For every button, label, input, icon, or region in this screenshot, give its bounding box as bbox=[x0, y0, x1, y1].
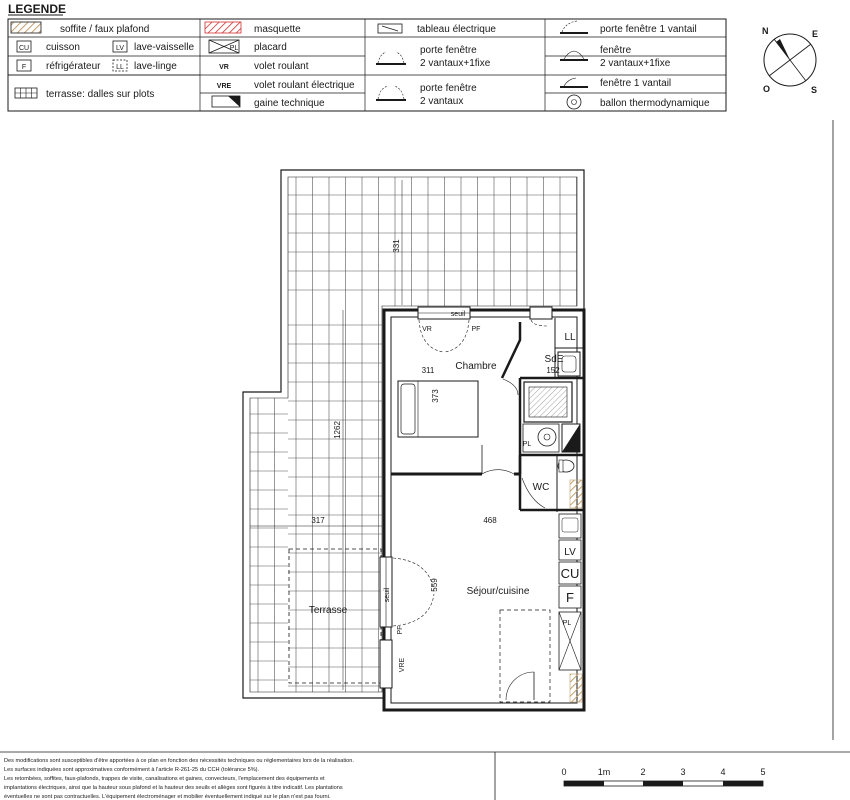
disclaimer-line2: Les surfaces indiquées sont approximatives conformément à l'article R-261-25 du CCH (tolérance 5%). bbox=[4, 767, 260, 773]
pillow bbox=[401, 384, 415, 434]
legend-ballon: ballon thermodynamique bbox=[600, 98, 710, 109]
legend-pf1: porte fenêtre 1 vantail bbox=[600, 24, 697, 35]
gaine-technique-icon bbox=[212, 96, 240, 107]
legend-terrasse: terrasse: dalles sur plots bbox=[46, 89, 155, 100]
fenetre-2v1f-icon bbox=[560, 51, 588, 60]
room-terrasse: Terrasse bbox=[308, 605, 348, 616]
legend-pl-code: PL bbox=[229, 45, 239, 52]
compass-e: E bbox=[812, 29, 819, 39]
dim-331: 331 bbox=[392, 239, 401, 253]
legend-ll-code: LL bbox=[116, 64, 124, 71]
pl-kitchen-label: PL bbox=[562, 620, 572, 627]
legend-pf2-line1: porte fenêtre bbox=[420, 45, 477, 56]
dim-317: 317 bbox=[311, 516, 325, 525]
masquette-swatch-icon bbox=[205, 22, 241, 33]
legend-tableau: tableau électrique bbox=[417, 24, 496, 35]
legend-fen2-line1: fenêtre bbox=[600, 45, 632, 56]
legend-volet-electrique: volet roulant électrique bbox=[254, 80, 355, 91]
soffite-wc bbox=[570, 480, 582, 508]
legend-title: LEGENDE bbox=[8, 2, 67, 16]
dim-1262: 1262 bbox=[333, 421, 342, 439]
vre-label: VRE bbox=[399, 657, 406, 673]
legend-soffite: soffite / faux plafond bbox=[60, 24, 150, 35]
pf-side-label: PF bbox=[397, 625, 404, 635]
legend-vre-code: VRE bbox=[216, 83, 232, 90]
scale-2: 2 bbox=[640, 767, 646, 777]
sink bbox=[559, 514, 581, 538]
tableau-electrique-icon bbox=[378, 24, 402, 33]
fenetre-1v-icon bbox=[560, 78, 588, 87]
scale-bar bbox=[561, 767, 765, 786]
room-sejour: Séjour/cuisine bbox=[466, 586, 530, 597]
legend-pf2b-line1: porte fenêtre bbox=[420, 83, 477, 94]
disclaimer-line3: Les retombées, soffites, faux-plafonds, trappes de visite, canalisations et gaines, convecteurs, l'emplacement des équipements et bbox=[4, 776, 325, 782]
room-sde: SdE bbox=[544, 354, 564, 365]
dim-311: 311 bbox=[421, 366, 435, 375]
pf-top-label: PF bbox=[471, 326, 481, 333]
ballon-thermo-icon bbox=[538, 428, 556, 446]
legend-lave-linge: lave-linge bbox=[134, 61, 177, 72]
scale-3: 3 bbox=[680, 767, 686, 777]
compass-n: N bbox=[762, 26, 769, 36]
legend-vr-code: VR bbox=[219, 64, 229, 71]
legend-gaine: gaine technique bbox=[254, 98, 325, 109]
legend-refrigerateur: réfrigérateur bbox=[46, 61, 101, 72]
legend-volet-roulant: volet roulant bbox=[254, 61, 309, 72]
scale-4: 4 bbox=[720, 767, 726, 777]
cu-label: CU bbox=[560, 566, 580, 581]
legend-pf2b-line2: 2 vantaux bbox=[420, 96, 464, 107]
dim-152: 152 bbox=[546, 366, 560, 375]
legend-lave-vaisselle: lave-vaisselle bbox=[134, 42, 195, 53]
scale-0: 0 bbox=[561, 767, 567, 777]
compass-s: S bbox=[811, 85, 818, 95]
porte-fenetre-1v-icon bbox=[560, 21, 588, 33]
scale-5: 5 bbox=[760, 767, 766, 777]
scale-1m: 1m bbox=[597, 767, 611, 777]
pl-bath-label: PL bbox=[522, 441, 532, 448]
seuil-side-label: seuil bbox=[384, 587, 391, 603]
seuil-top-label: seuil bbox=[450, 311, 466, 318]
legend-lv-code: LV bbox=[115, 45, 125, 52]
porte-fenetre-2v1f-icon bbox=[376, 52, 406, 64]
dim-559: 559 bbox=[430, 578, 439, 592]
legend-pf2-line2: 2 vantaux+1fixe bbox=[420, 58, 491, 69]
legend-masquette: masquette bbox=[254, 24, 301, 35]
legend-fen1: fenêtre 1 vantail bbox=[600, 78, 672, 89]
vr-label: VR bbox=[422, 326, 432, 333]
legend bbox=[8, 2, 726, 111]
ballon-thermodynamique-icon bbox=[567, 95, 581, 109]
legend-fen2-line2: 2 vantaux+1fixe bbox=[600, 58, 671, 69]
dim-373: 373 bbox=[431, 389, 440, 403]
legend-placard: placard bbox=[254, 42, 287, 53]
placard-icon bbox=[209, 40, 239, 53]
legend-cuisson: cuisson bbox=[46, 42, 80, 53]
dim-468: 468 bbox=[483, 516, 497, 525]
porte-fenetre-2v-icon bbox=[376, 86, 406, 100]
disclaimer-line4: implantations électriques, ainsi que la hauteur sous plafond et la hauteur des seuils et allèges sont figurés à titre indicatif. Les plantations bbox=[4, 785, 343, 791]
legend-cuisson-code: CU bbox=[18, 45, 30, 52]
terrasse-grid-icon bbox=[15, 88, 37, 98]
lv-label: LV bbox=[564, 547, 576, 558]
disclaimer-line5: éventuelles ne sont pas contractuelles. L'équipement électroménager et mobilier éventuellement indiqué sur le plan n'est pas fourni. bbox=[4, 794, 331, 800]
soffite-swatch-icon bbox=[11, 22, 41, 33]
compass-o: O bbox=[763, 84, 771, 94]
f-label: F bbox=[566, 590, 574, 605]
legend-f-code: F bbox=[21, 64, 27, 71]
room-chambre: Chambre bbox=[455, 361, 497, 372]
room-wc: WC bbox=[532, 482, 550, 493]
compass-rose bbox=[762, 26, 818, 95]
ll-label: LL bbox=[564, 332, 576, 343]
disclaimer-line1: Des modifications sont susceptibles d'être apportées à ce plan en fonction des nécessités techniques ou réglementaires lors de la réalisation. bbox=[4, 758, 354, 764]
